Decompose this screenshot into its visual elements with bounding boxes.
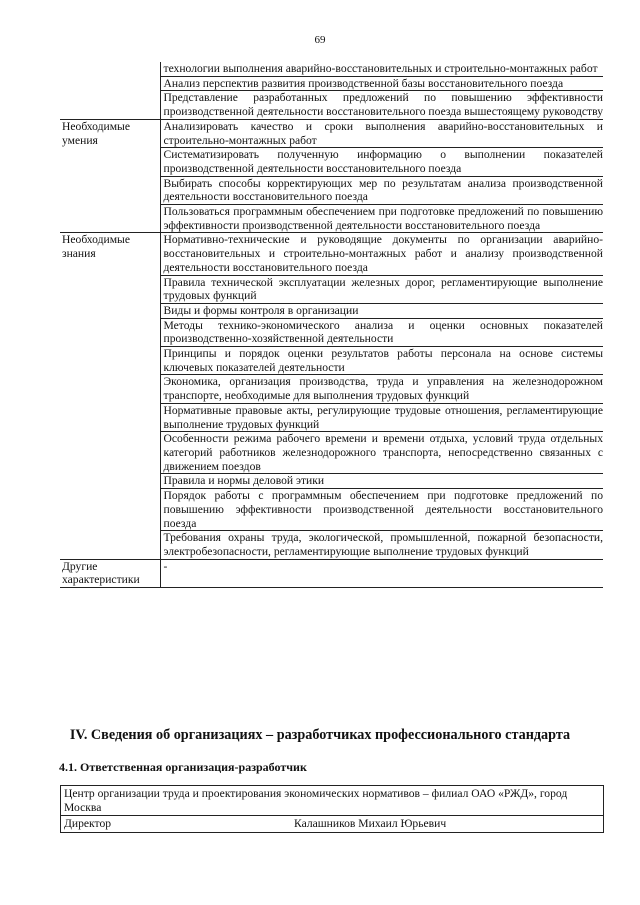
- competency-row: [60, 233, 603, 275]
- competency-item: Анализ перспектив развития производственной базы восстановительного поезда: [160, 76, 603, 91]
- competency-item: Правила и нормы деловой этики: [160, 474, 603, 489]
- competency-row: [60, 119, 603, 147]
- competency-item: Анализировать качество и сроки выполнения аварийно-восстановительных и строительно-монтажных работ: [160, 119, 603, 147]
- competency-category: Необходимые знания: [60, 233, 160, 559]
- organization-table: [60, 785, 604, 833]
- organization-name: Центр организации труда и проектирования экономических нормативов – филиал ОАО «РЖД», город Москва: [61, 786, 604, 816]
- head-person: Калашников Михаил Юрьевич: [294, 817, 447, 831]
- competency-table: [60, 62, 603, 588]
- competency-category: [60, 62, 160, 119]
- competency-item: Виды и формы контроля в организации: [160, 303, 603, 318]
- competency-item: Нормативные правовые акты, регулирующие трудовые отношения, регламентирующие выполнение трудовых функций: [160, 403, 603, 431]
- competency-item: Порядок работы с программным обеспечением при подготовке предложений по повышению эффективности производственной деятельности восстановительного поезда: [160, 489, 603, 531]
- competency-item: Принципы и порядок оценки результатов работы персонала на основе системы ключевых показателей деятельности: [160, 347, 603, 375]
- competency-row: [60, 559, 603, 587]
- competency-item: Правила технической эксплуатации железных дорог, регламентирующие выполнение трудовых функций: [160, 275, 603, 303]
- page-number: 69: [314, 34, 326, 46]
- organization-name-row: [61, 786, 604, 816]
- competency-item: -: [160, 559, 603, 587]
- competency-category: Другие характеристики: [60, 559, 160, 587]
- competency-item: Выбирать способы корректирующих мер по результатам анализа производственной деятельности восстановительного поезда: [160, 176, 603, 204]
- competency-item: технологии выполнения аварийно-восстановительных и строительно-монтажных работ: [160, 62, 603, 76]
- competency-item: Представление разработанных предложений по повышению эффективности производственной деятельности восстановительного поезда вышестоящему руководству: [160, 91, 603, 119]
- competency-item: Методы технико-экономического анализа и оценки основных показателей производственно-хозяйственной деятельности: [160, 318, 603, 346]
- organization-head-row: [61, 816, 604, 833]
- competency-item: Пользоваться программным обеспечением при подготовке предложений по повышению эффективности производственной деятельности восстановительного поезда: [160, 205, 603, 233]
- competency-category: Необходимые умения: [60, 119, 160, 233]
- section-title: IV. Сведения об организациях – разработчиках профессионального стандарта: [69, 727, 571, 743]
- head-role: Директор: [64, 817, 112, 831]
- competency-item: Особенности режима рабочего времени и времени отдыха, условий труда отдельных категорий работников железнодорожного транспорта, непосредственно связанных с движением поездов: [160, 432, 603, 474]
- competency-item: Экономика, организация производства, труда и управления на железнодорожном транспорте, необходимые для выполнения трудовых функций: [160, 375, 603, 403]
- competency-item: Систематизировать полученную информацию о выполнении показателей производственной деятельности восстановительного поезда: [160, 148, 603, 176]
- subsection-title: 4.1. Ответственная организация-разработчик: [59, 760, 307, 774]
- competency-row: [60, 62, 603, 76]
- organization-head-cell: [61, 816, 604, 833]
- competency-item: Требования охраны труда, экологической, промышленной, пожарной безопасности, электробезопасности, регламентирующие выполнение трудовых функций: [160, 531, 603, 559]
- competency-item: Нормативно-технические и руководящие документы по организации аварийно-восстановительных и строительно-монтажных работ и анализу производственной деятельности восстановительного поезда: [160, 233, 603, 275]
